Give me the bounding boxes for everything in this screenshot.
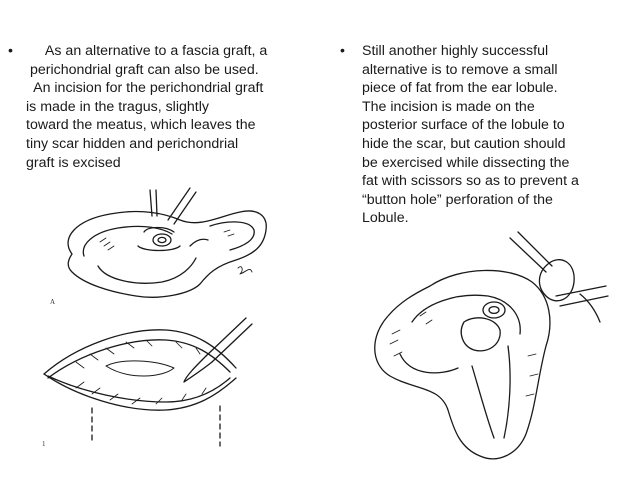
left-line-4: is made in the tragus, slightly [26,98,209,115]
right-line-7: be exercised while dissecting the [362,154,570,171]
right-line-10: Lobule. [362,210,409,227]
right-line-5: posterior surface of the lobule to [362,117,565,134]
right-line-9: “button hole” perforation of the [362,191,553,208]
left-line-1: As an alternative to a fascia graft, a [26,43,268,59]
left-paragraph [26,42,267,172]
right-line-8: fat with scissors so as to prevent a [362,173,579,190]
bullet-right: • [340,43,345,59]
figure-label-a: A [50,298,56,306]
right-paragraph [362,42,579,228]
right-line-1: Still another highly successful [362,43,549,59]
left-line-6: tiny scar hidden and perichondrial [26,135,239,152]
right-line-4: The incision is made on the [362,98,535,115]
figure-label-1: 1 [42,440,46,448]
left-line-3: An incision for the perichondrial graft [26,80,264,97]
right-line-2: alternative is to remove a small [362,61,558,78]
left-line-5: toward the meatus, which leaves the [26,117,256,134]
left-line-2: perichondrial graft can also be used. [26,61,259,78]
incision-illustration [36,316,266,456]
right-line-6: hide the scar, but caution should [362,135,566,152]
right-line-3: piece of fat from the ear lobule. [362,80,558,97]
left-line-7: graft is excised [26,154,121,171]
ear-tragus-illustration [40,186,290,316]
lobule-fat-illustration [360,226,616,474]
bullet-left: • [8,43,13,59]
